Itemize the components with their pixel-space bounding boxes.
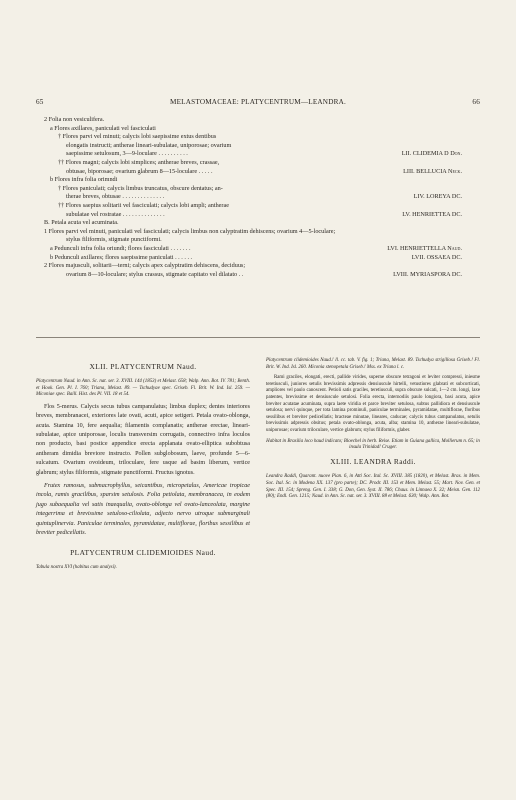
key-line-text: a Pedunculi infra folia oriundi; flores fasciculati . . . . . . . [50,244,191,252]
key-genus-ref: LIV. LOREYA DC. [413,193,462,201]
key-line [36,159,480,168]
key-line-text: a Flores axillares, paniculati vel fasciculati [50,124,156,132]
species-title: PLATYCENTRUM CLIDEMIOIDES Naud. [70,548,216,558]
key-line [36,185,480,194]
key-line [36,245,480,254]
key-line-text: elongatis instructi; antherae lineari-subulatae, uniporosae; ovarium [66,141,232,149]
species-description: Rami graciles, elongati, erecti, pallide virides, superne obscure tetragoni et leviter compressi, iniesme teretiusculi, juniores setulis brevissimis adpressis densiuscule hirtelli, vetustiores glabrati et subcorticati, ampliores vel paulo canoscent. Petioli satis graciles, teretiusculi, supra obscure sulcati, 1—2 cm. longi, laxe patentes, brevissime et densiuscule setulosi. Folia erecta, internodiis paulo longiora, basi acuta, apice breviter acutatae acuminata, supra laete viridia et parce breviter setulosa, subtus pallidiora et densiuscule setulosa; nervi quinque, per tota lamina prominuli, paniculae terminales, pyramidatae, multiflorae, floribus sessilibus et breviter pedicellatis; bracteae minutae, lineares, caducae; calycis tubus campanulatus, setulis brevissimis adpressis obsitus; petala ovato-oblonga, acuta, alba; stamina 10, antherae lineari-subulatae, uniporosae; ovarium triloculare, vertice glabrum; stylus filiformis, glaber. [266,375,480,433]
species-habitat: Habitat in Brasilia loco haud indicato; Bloechel in herb. Reise. Etiam in Guiana gallica, Mollierum n. 65; in insula Trinidad! Cruger. [266,438,480,450]
key-line [36,142,480,151]
key-line [36,150,480,159]
key-line [36,202,480,211]
key-line-text: therae breves, obtusae . . . . . . . . . . . . . . [66,193,165,201]
key-line-text: † Flores parvi vel minuti; calycis lobi saepissime extus dentibus [58,133,217,141]
key-line [36,125,480,134]
key-line [36,211,480,220]
key-line-text: B. Petala acuta vel acuminata. [44,219,119,227]
genus-habit: Frutex ramosus, submacrophyllus, seicantibus, micropetalus, Americae tropicae incola, ramis gracilibus, sparsim setulosis. Folia petiolata, membranacea, in eodem jugo subaequalia vel satis inaequalia, ovato-oblonga vel ovato-lanceolata, margine integerrima et brevissime setuloso-ciliolata, adjecto nervo utroque submarginali quintuplinervia. Paniculae terminales, pyramidatae, multiflorae, floribus sessilibus et breviter pedicellatis. [36,483,250,537]
key-genus-ref: LII. CLIDEMIA D Don. [401,150,462,158]
key-line [36,228,480,237]
key-line-text: stylus filiformis, stigmate punctiformi. [66,236,162,244]
key-line-text: b Pedunculi axillares; flores saepissime paniculati . . . . . . [50,253,193,261]
left-column [36,358,250,576]
key-line [36,254,480,263]
running-title: MELASTOMACEAE: PLATYCENTRUM—LEANDRA. [170,98,346,106]
key-line [36,219,480,228]
key-line [36,236,480,245]
key-line [36,271,480,280]
key-line-text: †† Flores magni; calycis lobi simplices; antherae breves, crassae, [58,158,220,166]
genus-description: Flos 5-merus. Calycis secus tubus campanulatus; limbus duplex; dentes interiores breves, membranacei, exteriores late ovati, acuti, apice setigeri. Petala ovato-oblonga, acuta. Stamina 10, fere aequalia; filamentis complanatis; antherae erectae, lineari-subulatae, apice uniporosae, loculis transversim corrugatis, connectivo infra loculos non producto, basi postice appendice erecta applanata ovato-elliptica subobtusa antheram dimidia breviore instructo. Pollen subglobosum, laeve, profunde 5—6-sulcatum. Ovarium ovoideum, triloculare, fere usque ad basim liberum, vertice glabrum; stylus filiformis, stigmate punctiformi. Fructus ignotus. [36,403,250,476]
key-line-text: b Flores infra folia orimndi [50,176,118,184]
key-line-text: ovarium 8—10-loculare; stylus crassus, stigmate capitato vel dilatato . . [66,270,244,278]
key-line-text: saepissime setulosum, 3—9-loculare . . . . . . . . . . [66,150,188,158]
genus-title-platycentrum: XLII. PLATYCENTRUM Naud. [89,362,197,371]
right-column [266,358,480,505]
species-tab-note: Tabula nostra XVI (habitus cum analysi). [36,565,117,571]
species-synonymy: Platycentrum clidemioides Naud.! ll. cc. tab. V. fig. 1; Triana, Melast. 89. Tschudya strigillosa Griseb.! Fl. Brit. W. Ind. Isl. 260. Miconia stenopetala Griseb.! Mss. ex Triana l. c. [266,358,480,370]
key-genus-ref: LVI. HENRIETTELLA Naud. [387,244,462,252]
key-genus-ref: LVII. OSSAEA DC. [411,253,462,261]
key-line-text: †† Flores saepius solitarii vel fasciculati; calycis lobi ampli; antherae [58,201,229,209]
key-line [36,168,480,177]
leandra-synonymy: Leandra Raddi, Quarant. nuove Pian. 6, in Atti Soc. Ital. Sc. XVIII. 385 (1820), et Melast. Bras. in Mem. Soc. Ital. Sc. in Modena XX. 137 (pro parte); DC. Prodr. III. 153 et Mem. Melast. 55; Mart. Nov. Gen. et Spec. III. 154; Spreng. Gen. I. 338; G. Don, Gen. Syst. II. 786; Chaus. in Linnaea X. 32; Meisn. Gen. 112 (80); Endl. Gen. 1215; Naud. in Ann. Sc. nat. ser. 3. XVIII. 88 et Melast. 630; Walp. Ann. Bot. [266,474,480,500]
key-line-text: obtusae, biporosae; ovarium glabrum 8—15-loculare . . . . . [66,167,213,175]
key-line [36,133,480,142]
key-line-text: subulatae vel rostratae . . . . . . . . . . . . . . [66,210,165,218]
key-line-text: † Flores paniculati; calycis limbus truncatus, obscure dentatus; an- [58,184,223,192]
key-genus-ref: LVIII. MYRIASPORA DC. [393,270,462,278]
key-line-text: 2 Folia non vesiculifera. [44,116,105,123]
genus-title-leandra: XLIII. LEANDRA Raddi. [330,457,416,467]
genus-synonymy: Platycentrum Naud. in Ann. Sc. nat. ser. 3. XVIII. 144 (1853) et Melast. 658; Walp. Ann. Bot. IV. 781; Benth. et Hook. Gen. Pl. I. 760; Triana, Melast. 89. — Tschudyae spec. Griseb. Fl. Brit. W. Ind. Isl. 259. — Miconiae spec. Baill. Hist. des Pl. VII. 18 et 54. [36,379,250,398]
key-genus-ref: LIII. BELLUCIA Neck. [403,167,462,175]
genus-key [36,116,480,279]
key-line-text: 2 Flores majusculi, solitarii—terni; calycis apex calyptratim dehiscens, deciduus; [44,262,246,270]
key-line-text: 1 Flores parvi vel minuti, paniculati vel fasciculati; calycis limbus non calyptratim dehiscens; ovarium 4—5-loculare; [44,227,336,235]
key-line [36,262,480,271]
key-line [36,176,480,185]
key-genus-ref: LV. HENRIETTEA DC. [402,210,462,218]
key-line [36,116,480,125]
page-number-right: 66 [472,98,480,106]
page-number-left: 65 [36,98,44,106]
key-divider [36,337,480,338]
key-line [36,193,480,202]
running-header [36,98,480,110]
